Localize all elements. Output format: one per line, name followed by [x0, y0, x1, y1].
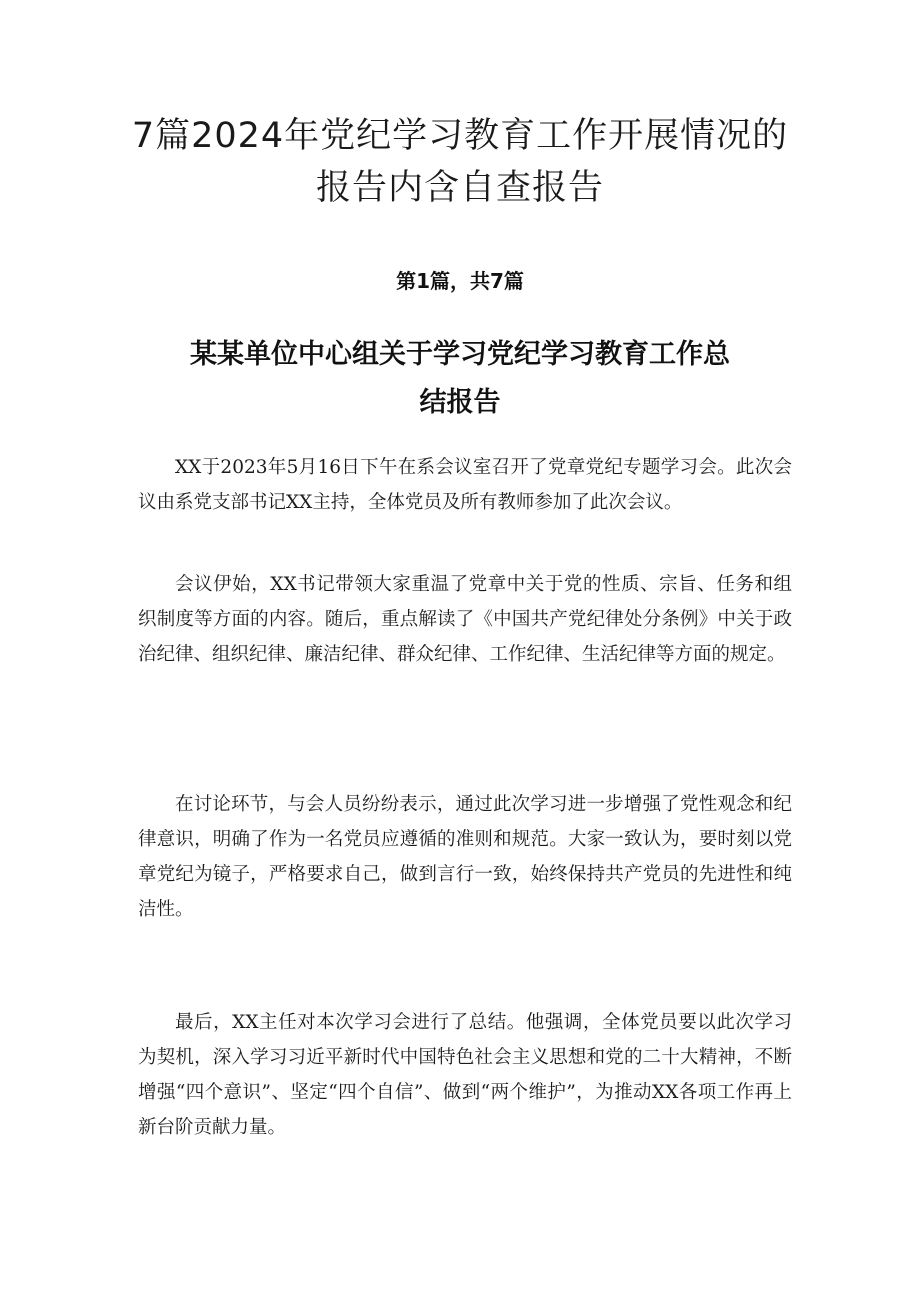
article-counter: 第1篇，共7篇: [396, 269, 524, 293]
article-title-line-1: 某某单位中心组关于学习党纪学习教育工作总: [190, 339, 730, 370]
body-paragraph: 最后，XX主任对本次学习会进行了总结。他强调，全体党员要以此次学习为契机，深入学习习近平新时代中国特色社会主义思想和党的二十大精神，不断增强“四个意识”、坚定“四个自信”、做到“两个维护”，为推动XX各项工作再上新台阶贡献力量。: [138, 1012, 792, 1138]
document-title-line-1: 7篇2024年党纪学习教育工作开展情况的: [131, 116, 789, 156]
article-title: [60, 331, 860, 427]
article-title-line-2: 结报告: [419, 387, 501, 418]
body-paragraph: 在讨论环节，与会人员纷纷表示，通过此次学习进一步增强了党性观念和纪律意识，明确了作为一名党员应遵循的准则和规范。大家一致认为，要时刻以党章党纪为镜子，严格要求自己，做到言行一致，始终保持共产党员的先进性和纯洁性。: [138, 794, 792, 920]
body-paragraph: XX于2023年5月16日下午在系会议室召开了党章党纪专题学习会。此次会议由系党支部书记XX主持，全体党员及所有教师参加了此次会议。: [138, 457, 792, 513]
document-title-line-2: 报告内含自查报告: [315, 168, 604, 208]
document-title: [60, 110, 860, 214]
body-paragraph: 会议伊始，XX书记带领大家重温了党章中关于党的性质、宗旨、任务和组织制度等方面的内容。随后，重点解读了《中国共产党纪律处分条例》中关于政治纪律、组织纪律、廉洁纪律、群众纪律、工作纪律、生活纪律等方面的规定。: [138, 574, 792, 665]
